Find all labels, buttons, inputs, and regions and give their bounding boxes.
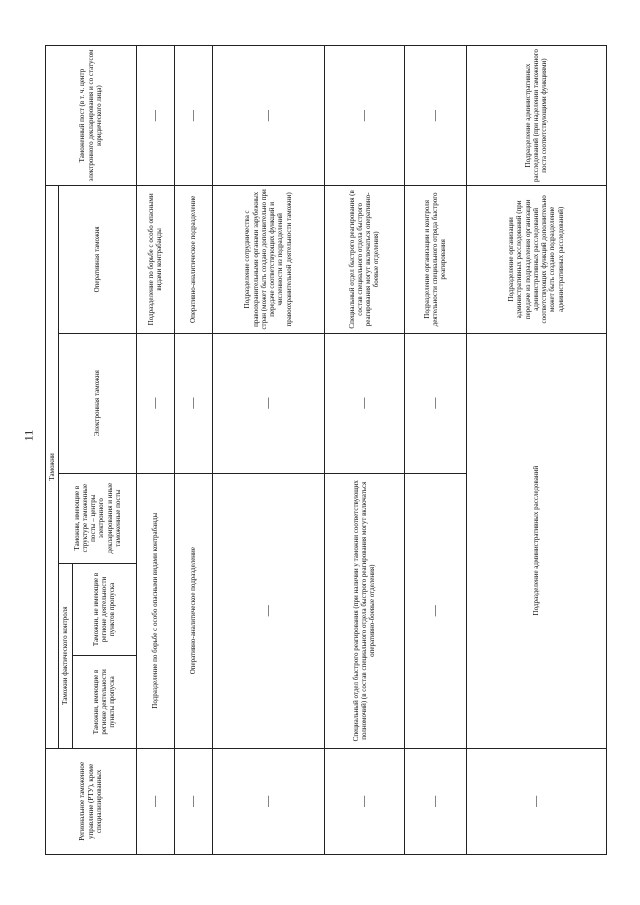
merged-customs-cell: Оперативно-аналитическое подразделение <box>174 473 212 748</box>
dash-cell: — <box>404 748 466 854</box>
rotated-table-wrapper <box>45 45 603 855</box>
operational-cell: Специальный отдел быстрого реагирования (в состав специального отдела быстрого реагирования могут включаться оперативно-боевые отделения) <box>324 186 404 334</box>
table-row <box>324 46 404 855</box>
merged-customs-cell: Подразделение по борьбе с особо опасными видами контрабанды <box>136 473 174 748</box>
dash-cell: — <box>174 333 212 473</box>
dash-cell: — <box>212 748 324 854</box>
table-row <box>136 46 174 855</box>
dash-cell: — <box>212 46 324 186</box>
operational-cell: Оперативно-аналитическое подразделение <box>174 186 212 334</box>
dash-cell: — <box>136 46 174 186</box>
table-row <box>212 46 324 855</box>
operational-cell: Подразделение организации административных расследований (при передаче из подразделения организации административных расследований соответствующих функций дополнительно может быть создано подразделение административных расследований) <box>466 186 606 334</box>
header-fact-without-checkpoints: Таможни, не имеющие в регионе деятельности пунктов пропуска <box>72 563 136 656</box>
merged-customs-cell: Подразделение административных расследований <box>466 333 606 748</box>
header-fact-with-checkpoints: Таможни, имеющие в регионе деятельности пункты пропуска <box>72 656 136 749</box>
dash-cell: — <box>174 46 212 186</box>
dash-cell: — <box>324 46 404 186</box>
structure-table <box>45 45 607 855</box>
dash-cell: — <box>174 748 212 854</box>
header-post: Таможенный пост (в т. ч. центр электронного декларирования и со статусом юридического лица) <box>46 46 137 186</box>
table-row <box>174 46 212 855</box>
dash-cell: — <box>404 46 466 186</box>
header-rtu: Региональное таможенное управление (РТУ), кроме специализированных <box>46 748 137 854</box>
page-number: 11 <box>21 429 36 442</box>
table-row <box>404 46 466 855</box>
dash-cell: — <box>212 473 324 748</box>
header-with-ed-centers: Таможни, имеющие в структуре таможенные посты – центры электронного декларирования и иные таможенные посты <box>59 473 136 563</box>
header-fact-control-group: Таможни фактического контроля <box>59 563 72 748</box>
header-customs-group: Таможни <box>46 186 59 749</box>
dash-cell: — <box>212 333 324 473</box>
table-row <box>466 46 606 855</box>
operational-cell: Подразделение организации и контроля деятельности специального отряда быстрого реагирования <box>404 186 466 334</box>
dash-cell: — <box>136 333 174 473</box>
header-operational: Оперативная таможня <box>59 186 136 334</box>
operational-cell: Подразделение по борьбе с особо опасными видами контрабанды <box>136 186 174 334</box>
dash-cell: — <box>324 333 404 473</box>
operational-cell: Подразделение сотрудничества с правоохранительными органами зарубежных стран (может быть создано дополнительно при передаче соответствующих функций и численности из подразделений правоохранительной деятельности таможни) <box>212 186 324 334</box>
dash-cell: — <box>324 748 404 854</box>
dash-cell: — <box>404 333 466 473</box>
dash-cell: — <box>466 748 606 854</box>
post-cell: Подразделение административных расследований (при наделении таможенного поста соответствующими функциями) <box>466 46 606 186</box>
merged-customs-cell: Специальный отдел быстрого реагирования (при наличии у таможни соответствующих полномочий) (в состав специального отдела быстрого реагирования могут включаться оперативно-боевые отделения) <box>324 473 404 748</box>
header-electronic: Электронная таможня <box>59 333 136 473</box>
dash-cell: — <box>136 748 174 854</box>
dash-cell: — <box>404 473 466 748</box>
